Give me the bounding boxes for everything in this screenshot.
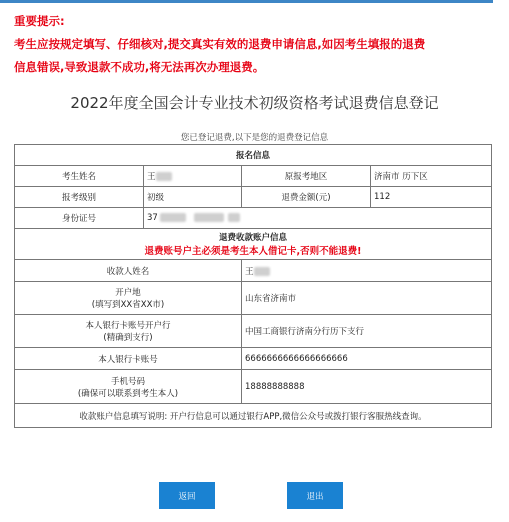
redacted-mask	[156, 172, 172, 181]
exit-button[interactable]: 退出	[287, 482, 343, 509]
table-row	[15, 370, 492, 404]
id-label: 身份证号	[15, 208, 144, 229]
location-label-cell	[15, 282, 242, 315]
notice-line-2: 信息错误,导致退款不成功,将无法再次办理退费。	[14, 60, 265, 74]
id-value: 37	[147, 213, 158, 223]
account-header: 退费收款账户信息	[219, 233, 288, 243]
phone-value: 18888888888	[242, 370, 492, 404]
refund-amount-label: 退费金额(元)	[242, 187, 371, 208]
refund-amount-value: 112	[371, 187, 492, 208]
account-footer-note: 收款账户信息填写说明: 开户行信息可以通过银行APP,微信公众号或拨打银行客服热线查询。	[15, 404, 492, 428]
table-row	[15, 282, 492, 315]
account-warning: 退费账号户主必须是考生本人借记卡,否则不能退费!	[144, 246, 362, 257]
registered-note: 您已登记退费,以下是您的退费登记信息	[180, 133, 329, 143]
bank-label: 本人银行卡账号开户行	[85, 321, 171, 331]
registration-header: 报名信息	[15, 145, 492, 166]
region-value: 济南市 历下区	[371, 166, 492, 187]
refund-info-table	[14, 144, 492, 428]
name-value: 王	[147, 172, 156, 182]
important-notice	[14, 10, 499, 79]
bank-value: 中国工商银行济南分行历下支行	[242, 315, 492, 348]
table-row	[15, 187, 492, 208]
location-value: 山东省济南市	[242, 282, 492, 315]
redacted-mask	[254, 267, 270, 276]
table-row	[15, 348, 492, 370]
name-label: 考生姓名	[15, 166, 144, 187]
table-row	[15, 260, 492, 282]
location-sublabel: (填写到XX省XX市)	[91, 300, 165, 310]
table-row	[15, 208, 492, 229]
page-title: 2022年度全国会计专业技术初级资格考试退费信息登记	[70, 94, 439, 112]
redacted-mask	[194, 213, 224, 222]
id-cell	[144, 208, 492, 229]
phone-sublabel: (确保可以联系到考生本人)	[77, 388, 179, 399]
level-label: 报考级别	[15, 187, 144, 208]
location-label: 开户地	[115, 288, 141, 298]
region-label: 原报考地区	[242, 166, 371, 187]
phone-label: 手机号码	[110, 376, 145, 387]
phone-label-cell	[15, 370, 242, 404]
name-cell	[144, 166, 242, 187]
table-row	[15, 315, 492, 348]
table-row	[15, 404, 492, 428]
redacted-mask	[228, 213, 240, 222]
notice-line-1: 考生应按规定填写、仔细核对,提交真实有效的退费申请信息,如因考生填报的退费	[14, 37, 426, 51]
notice-title: 重要提示:	[14, 14, 65, 28]
payee-cell	[242, 260, 492, 282]
bank-label-cell	[15, 315, 242, 348]
table-row	[15, 229, 492, 260]
top-accent-bar	[0, 0, 493, 3]
back-button[interactable]: 返回	[159, 482, 215, 509]
payee-value: 王	[245, 266, 254, 277]
bank-sublabel: (精确到支行)	[103, 333, 153, 343]
payee-label: 收款人姓名	[15, 260, 242, 282]
table-row	[15, 166, 492, 187]
card-label: 本人银行卡账号	[15, 348, 242, 370]
account-header-cell	[15, 229, 492, 260]
redacted-mask	[160, 213, 186, 222]
card-value: 6666666666666666666	[242, 348, 492, 370]
table-row	[15, 145, 492, 166]
level-value: 初级	[144, 187, 242, 208]
